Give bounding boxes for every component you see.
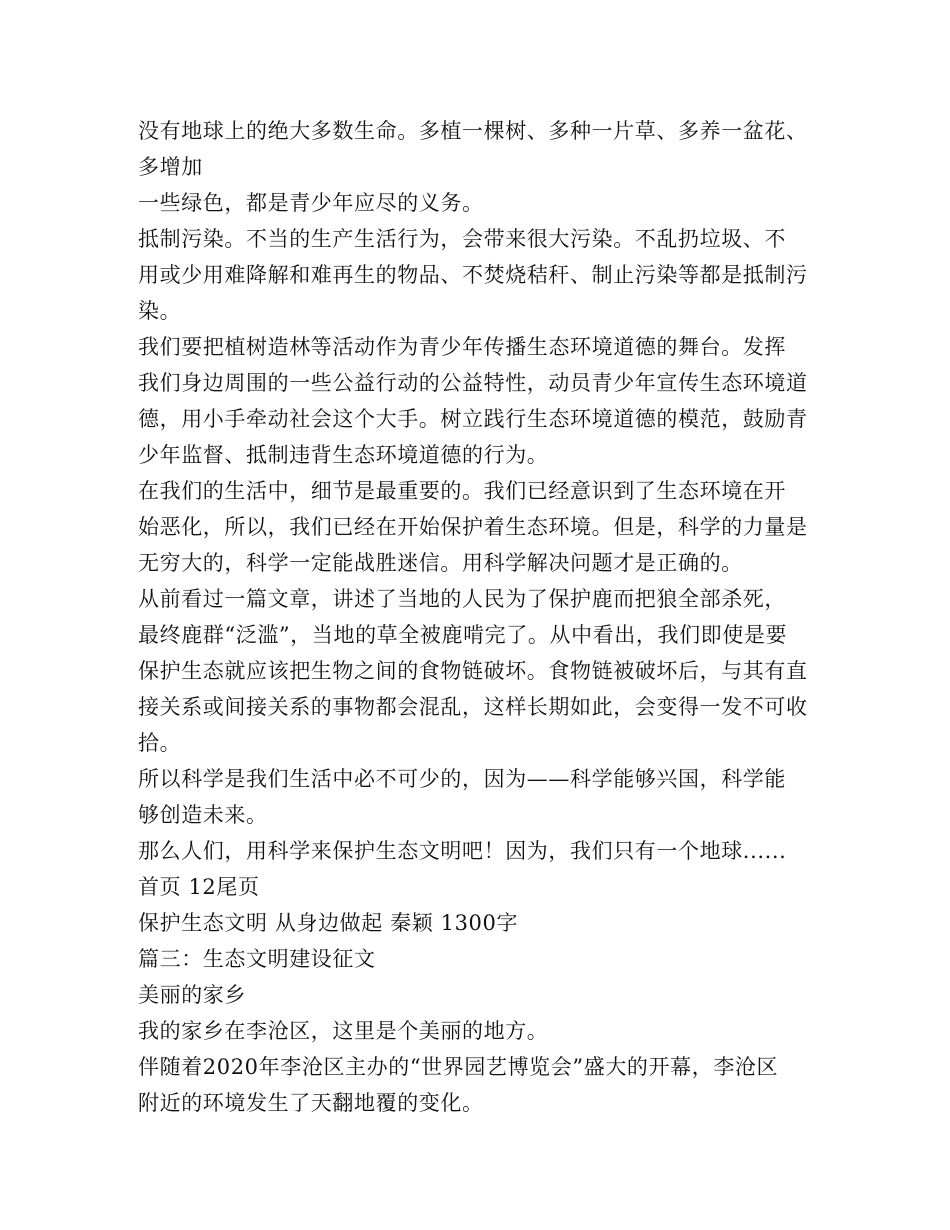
text-line: 少年监督、抵制违背生态环境道德的行为。 bbox=[138, 443, 549, 467]
text-line: 首页 12尾页 bbox=[138, 875, 260, 899]
text-line: 多增加 bbox=[138, 155, 203, 179]
text-line: 够创造未来。 bbox=[138, 803, 268, 827]
text-line: 拾。 bbox=[138, 731, 182, 755]
text-line: 一些绿色，都是青少年应尽的义务。 bbox=[138, 191, 484, 215]
text-line: 始恶化，所以，我们已经在开始保护着生态环境。但是，科学的力量是 bbox=[138, 515, 808, 539]
text-line: 从前看过一篇文章，讲述了当地的人民为了保护鹿而把狼全部杀死， bbox=[138, 587, 786, 611]
text-line: 美丽的家乡 bbox=[138, 983, 246, 1007]
text-line: 在我们的生活中，细节是最重要的。我们已经意识到了生态环境在开 bbox=[138, 479, 786, 503]
text-line: 接关系或间接关系的事物都会混乱，这样长期如此，会变得一发不可收 bbox=[138, 695, 808, 719]
text-line: 我们身边周围的一些公益行动的公益特性，动员青少年宣传生态环境道 bbox=[138, 371, 808, 395]
text-line: 无穷大的，科学一定能战胜迷信。用科学解决问题才是正确的。 bbox=[138, 551, 743, 575]
text-line: 保护生态文明 从身边做起 秦颖 1300字 bbox=[138, 911, 519, 935]
text-line: 最终鹿群“泛滥”，当地的草全被鹿啃完了。从中看出，我们即使是要 bbox=[138, 623, 788, 647]
text-line: 那么人们，用科学来保护生态文明吧！因为，我们只有一个地球...... bbox=[138, 839, 787, 863]
text-line: 保护生态就应该把生物之间的食物链破坏。食物链被破坏后，与其有直 bbox=[138, 659, 808, 683]
text-line: 附近的环境发生了天翻地覆的变化。 bbox=[138, 1091, 484, 1115]
text-line: 我们要把植树造林等活动作为青少年传播生态环境道德的舞台。发挥 bbox=[138, 335, 786, 359]
text-line: 德，用小手牵动社会这个大手。树立践行生态环境道德的模范，鼓励青 bbox=[138, 407, 808, 431]
text-line: 篇三：生态文明建设征文 bbox=[138, 947, 376, 971]
text-line: 抵制污染。不当的生产生活行为，会带来很大污染。不乱扔垃圾、不 bbox=[138, 227, 786, 251]
text-line: 所以科学是我们生活中必不可少的，因为——科学能够兴国，科学能 bbox=[138, 767, 786, 791]
text-line: 染。 bbox=[138, 299, 182, 323]
text-line: 我的家乡在李沧区，这里是个美丽的地方。 bbox=[138, 1019, 549, 1043]
text-line: 没有地球上的绝大多数生命。多植一棵树、多种一片草、多养一盆花、 bbox=[138, 119, 808, 143]
text-line: 伴随着2020年李沧区主办的“世界园艺博览会”盛大的开幕，李沧区 bbox=[138, 1055, 779, 1079]
text-line: 用或少用难降解和难再生的物品、不焚烧秸秆、制止污染等都是抵制污 bbox=[138, 263, 808, 287]
